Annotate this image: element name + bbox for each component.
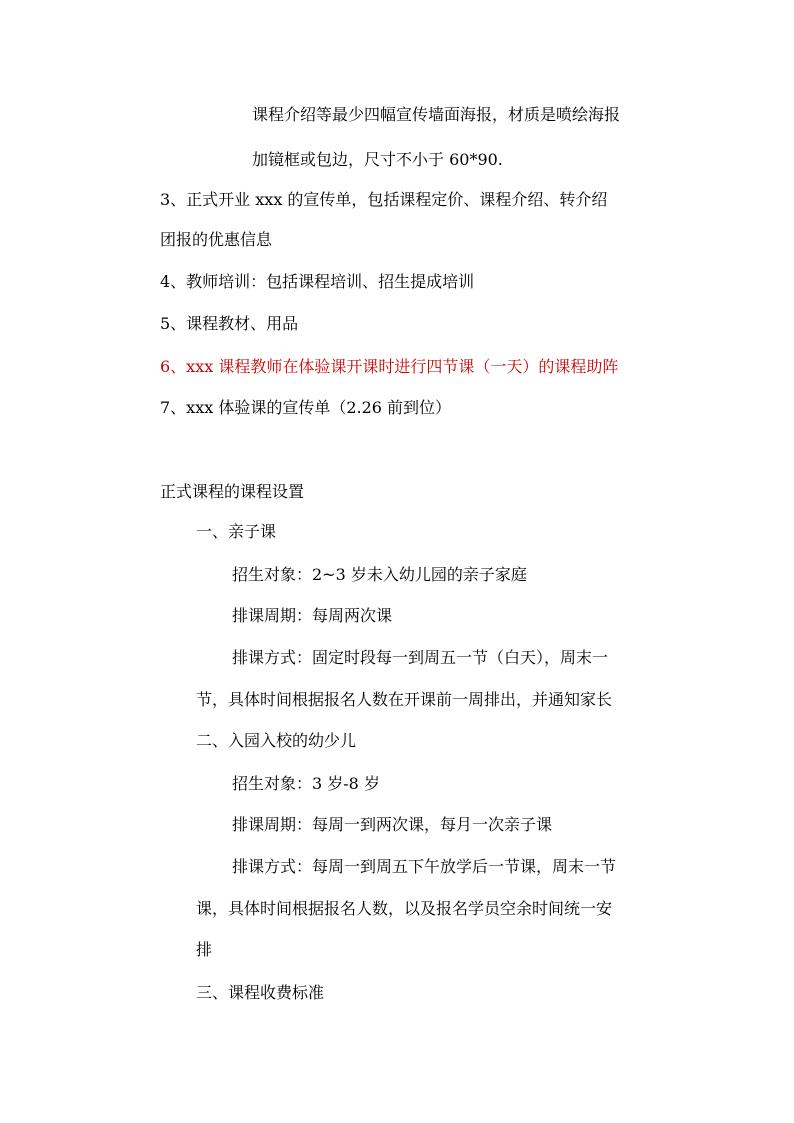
continued-item-2-line-1: 课程介绍等最少四幅宣传墙面海报，材质是喷绘海报 <box>252 105 621 124</box>
section-1-target: 招生对象：2~3 岁未入幼儿园的亲子家庭 <box>232 565 527 584</box>
section-1-heading: 一、亲子课 <box>196 522 277 541</box>
list-item-3-line-2: 团报的优惠信息 <box>160 230 273 249</box>
list-item-6-highlight: 6、xxx 课程教师在体验课开课时进行四节课（一天）的课程助阵 <box>160 357 619 376</box>
section-2-heading: 二、入园入校的幼少儿 <box>196 731 357 750</box>
section-1-cycle: 排课周期：每周两次课 <box>232 606 393 625</box>
section-2-method-line-3: 排 <box>196 940 213 959</box>
section-2-cycle: 排课周期：每周一到两次课，每月一次亲子课 <box>232 815 553 834</box>
section-1-method-line-1: 排课方式：固定时段每一到周五一节（白天），周末一 <box>232 648 609 667</box>
course-setup-title: 正式课程的课程设置 <box>160 482 305 501</box>
list-item-5: 5、课程教材、用品 <box>160 314 299 333</box>
section-3-heading: 三、课程收费标准 <box>196 983 325 1002</box>
list-item-3-line-1: 3、正式开业 xxx 的宣传单，包括课程定价、课程介绍、转介绍 <box>160 190 608 209</box>
section-2-method-line-1: 排课方式：每周一到周五下午放学后一节课，周末一节 <box>232 857 617 876</box>
section-1-method-line-2: 节，具体时间根据报名人数在开课前一周排出，并通知家长 <box>196 690 613 709</box>
list-item-4: 4、教师培训：包括课程培训、招生提成培训 <box>160 272 475 291</box>
list-item-7: 7、xxx 体验课的宣传单（2.26 前到位） <box>160 398 452 417</box>
section-2-target: 招生对象：3 岁-8 岁 <box>232 774 380 793</box>
section-2-method-line-2: 课，具体时间根据报名人数，以及报名学员空余时间统一安 <box>196 899 613 918</box>
continued-item-2-line-2: 加镜框或包边，尺寸不小于 60*90. <box>252 150 503 169</box>
